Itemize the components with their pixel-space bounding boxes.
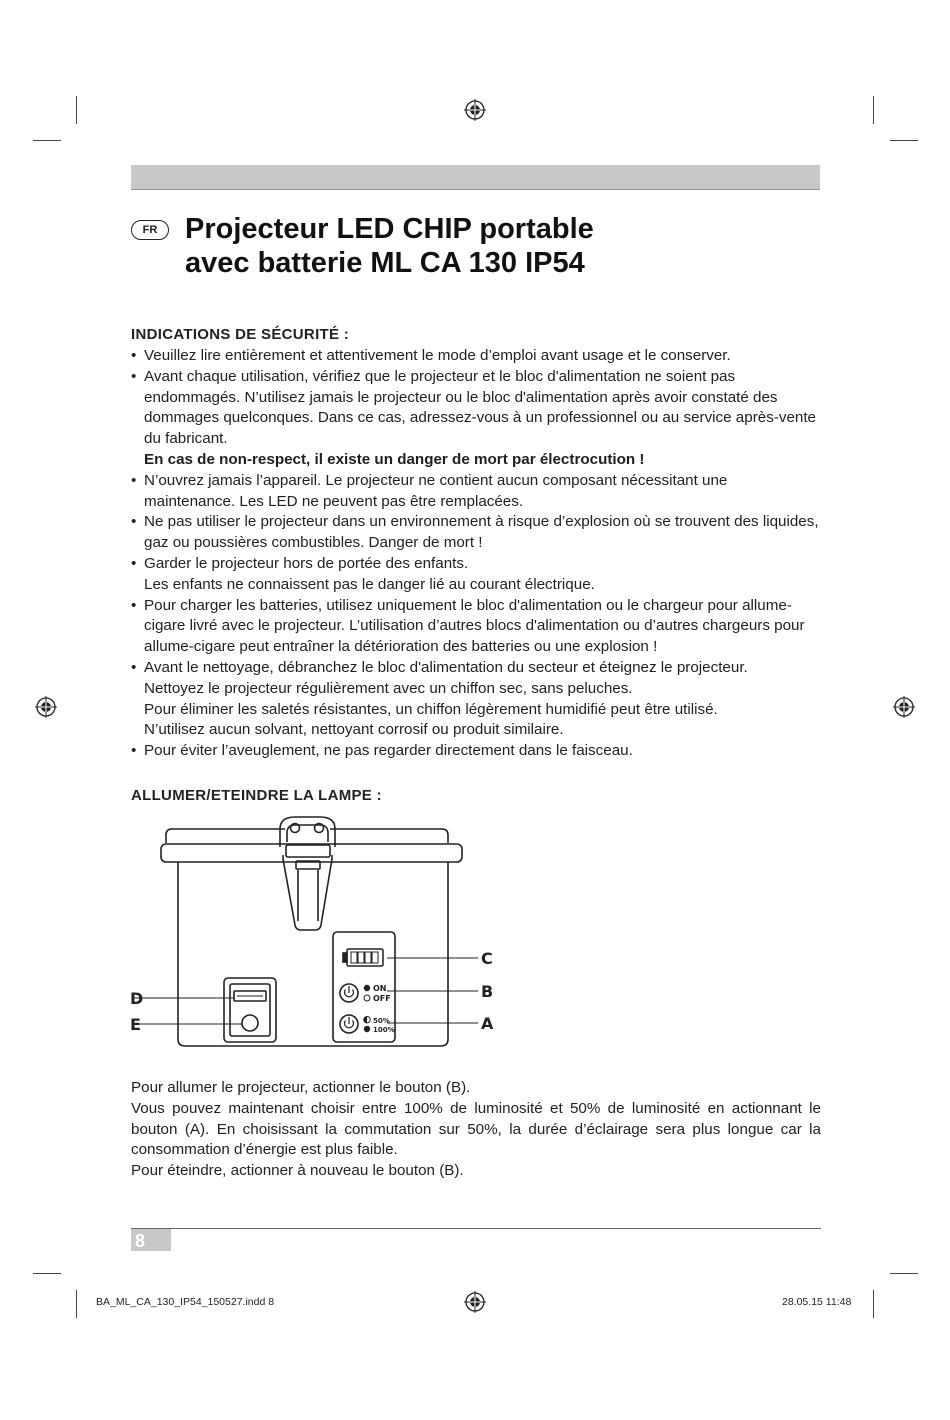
danger-warning: En cas de non-respect, il existe un danger de mort par électrocution ! — [144, 450, 645, 468]
pct100-label: 100% — [373, 1026, 395, 1034]
safety-item — [131, 554, 821, 596]
diagram-label-c: C — [481, 949, 493, 968]
instruction-paragraph: Vous pouvez maintenant choisir entre 100% de luminosité et 50% de luminosité en actionnant le bouton (A). En choisissant la commutation sur 50%, la durée d’éclairage sera plus longue car la consommation d’énergie est plus faible. — [131, 1099, 821, 1159]
safety-heading: INDICATIONS DE SÉCURITÉ : — [131, 326, 350, 343]
switch-heading: ALLUMER/ETEINDRE LA LAMPE : — [131, 787, 382, 804]
safety-text: • Garder le projecteur hors de portée des enfants. — [144, 554, 469, 572]
registration-mark-icon — [35, 696, 57, 718]
diagram-label-e: E — [130, 1015, 141, 1034]
safety-item — [131, 658, 821, 741]
safety-item — [131, 367, 821, 471]
safety-item — [131, 741, 821, 762]
safety-text: • Pour éviter l’aveuglement, ne pas regarder directement dans le faisceau. — [144, 742, 633, 760]
diagram-label-b: B — [481, 982, 494, 1001]
header-bar — [131, 165, 820, 190]
instruction-paragraph: Pour éteindre, actionner à nouveau le bouton (B). — [131, 1162, 464, 1180]
diagram-label-d: D — [130, 989, 144, 1008]
footer-rule — [131, 1228, 821, 1229]
title-line-1: Projecteur LED CHIP portable — [185, 213, 594, 245]
crop-mark — [76, 1290, 77, 1318]
pct50-label: 50% — [373, 1017, 390, 1025]
registration-mark-icon — [893, 696, 915, 718]
crop-mark — [33, 1273, 61, 1274]
crop-mark — [33, 140, 61, 141]
safety-text: • N’ouvrez jamais l’appareil. Le projecteur ne contient aucun composant nécessitant une maintenance. Les LED ne peuvent pas être remplacées. — [144, 471, 728, 510]
instruction-paragraph: Pour allumer le projecteur, actionner le bouton (B). — [131, 1079, 471, 1096]
page-title — [185, 212, 594, 280]
title-line-2: avec batterie ML CA 130 IP54 — [185, 247, 585, 279]
safety-text: Nettoyez le projecteur régulièrement avec un chiffon sec, sans peluches. — [144, 679, 633, 697]
safety-text: • Veuillez lire entièrement et attentivement le mode d’emploi avant usage et le conserver. — [144, 347, 731, 364]
switch-instructions — [131, 1078, 821, 1182]
page-number: 8 — [131, 1229, 171, 1251]
language-badge: FR — [131, 220, 169, 240]
registration-mark-icon — [464, 99, 486, 121]
registration-mark-icon — [464, 1291, 486, 1313]
crop-mark — [76, 96, 77, 124]
safety-text: • Pour charger les batteries, utilisez uniquement le bloc d'alimentation ou le chargeur pour allume-cigare livré avec le projecteur. L’utilisation d’autres blocs d'alimentation ou d’autres chargeurs pour allume-cigare peut entraîner la détérioration des batteries ou une explosion ! — [144, 596, 805, 656]
crop-mark — [890, 140, 918, 141]
safety-text: N’utilisez aucun solvant, nettoyant corrosif ou produit similaire. — [144, 721, 564, 739]
crop-mark — [873, 1290, 874, 1318]
safety-item — [131, 596, 821, 658]
safety-text: • Avant chaque utilisation, vérifiez que le projecteur et le bloc d'alimentation ne soient pas endommagés. N’utilisez jamais le projecteur ou le bloc d'alimentation après avoir constaté des dommages quelconques. Dans ce cas, adressez-vous à un professionnel ou au service après-vente du fabricant. — [144, 367, 817, 448]
crop-mark — [873, 96, 874, 124]
slug-date: 28.05.15 11:48 — [782, 1296, 852, 1308]
on-label: ON — [373, 984, 387, 993]
safety-text: • Ne pas utiliser le projecteur dans un environnement à risque d’explosion où se trouvent des liquides, gaz ou poussières combustibles. Danger de mort ! — [144, 513, 819, 552]
off-label: OFF — [373, 994, 391, 1003]
safety-item — [131, 346, 821, 367]
safety-list — [131, 346, 821, 762]
safety-text: Les enfants ne connaissent pas le danger lié au courant électrique. — [144, 575, 595, 593]
safety-item — [131, 512, 821, 554]
safety-text: Pour éliminer les saletés résistantes, un chiffon légèrement humidifié peut être utilisé. — [144, 700, 718, 718]
slug-filename: BA_ML_CA_130_IP54_150527.indd 8 — [96, 1296, 275, 1308]
crop-mark — [890, 1273, 918, 1274]
safety-item — [131, 471, 821, 513]
safety-text: • Avant le nettoyage, débranchez le bloc d'alimentation du secteur et éteignez le projecteur. — [144, 658, 748, 676]
lamp-diagram — [125, 815, 505, 1055]
diagram-label-a: A — [481, 1014, 494, 1033]
